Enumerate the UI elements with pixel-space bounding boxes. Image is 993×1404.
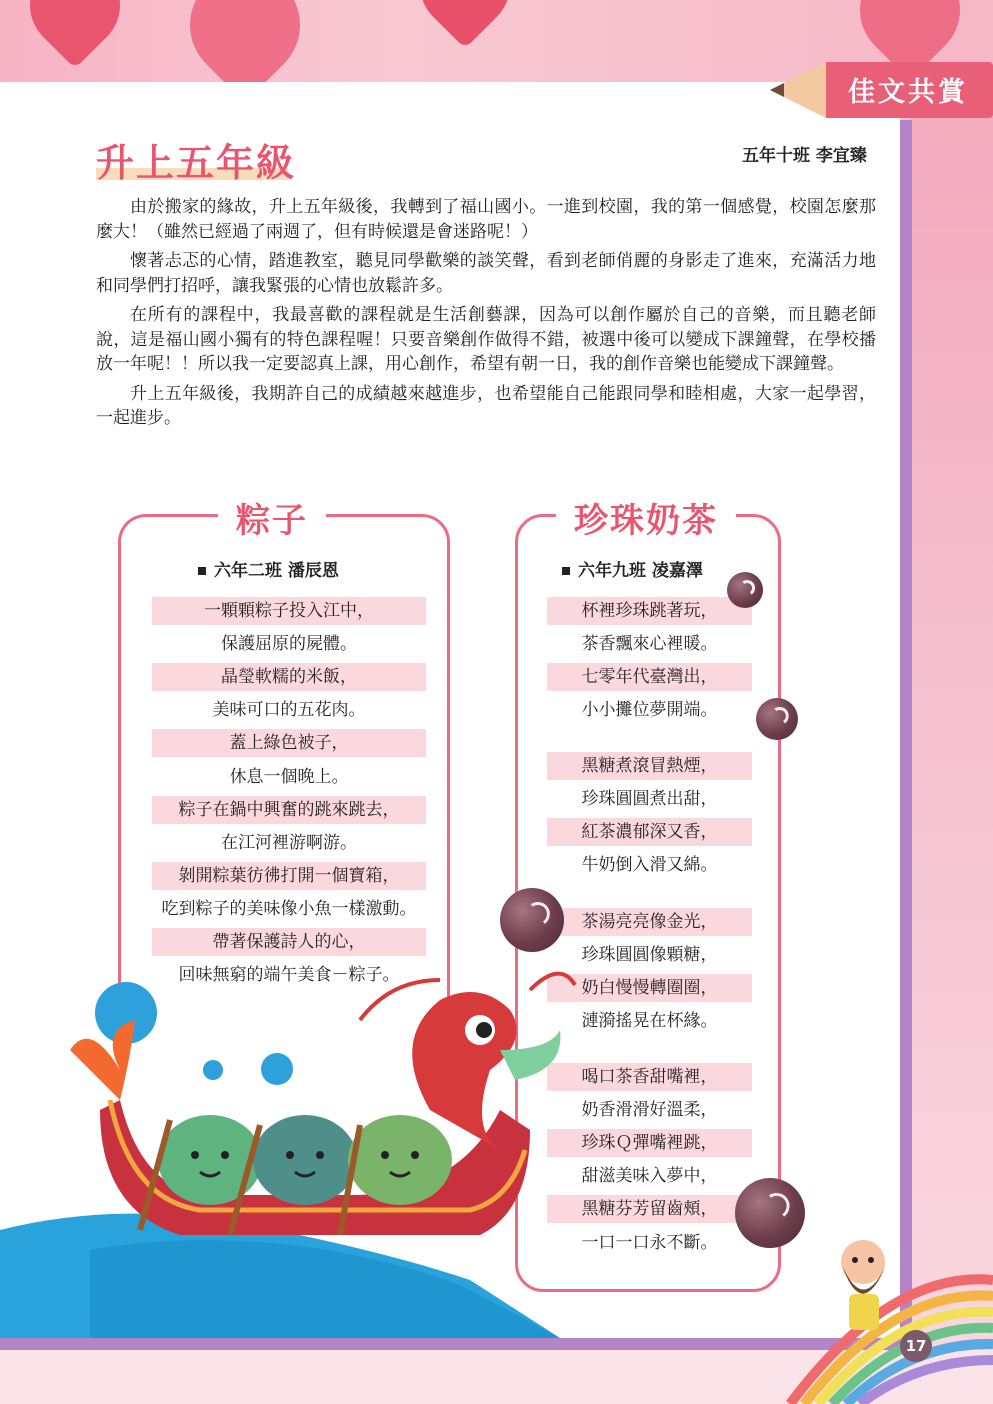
essay-paragraph: 懷著忐忑的心情，踏進教室，聽見同學歡樂的談笑聲，看到老師俏麗的身影走了進來，充滿活力地和同學們打招呼，讓我緊張的心情也放鬆許多。 (96, 251, 876, 296)
poem-line: 一口一口永不斷。 (581, 1232, 718, 1253)
poem-line: 回味無窮的端午美食－粽子。 (178, 965, 400, 986)
poem-author-text: 六年九班 凌嘉澤 (578, 561, 703, 581)
poem-title-bubble-tea: 珍珠奶茶 (556, 493, 736, 542)
poem-line: 喝口茶香甜嘴裡， (547, 1063, 752, 1091)
poem-line: 美味可口的五花肉。 (212, 700, 366, 721)
section-label-pencil (770, 62, 993, 118)
essay-author: 五年十班 李宜臻 (742, 146, 867, 166)
poem-line: 奶香滑滑好溫柔， (581, 1100, 718, 1121)
poem-line: 牛奶倒入滑又綿。 (581, 855, 718, 876)
poem-line: 杯裡珍珠跳著玩， (547, 597, 752, 625)
poem-line: 粽子在鍋中興奮的跳來跳去， (152, 796, 426, 824)
poem-line: 保護屈原的屍體。 (221, 634, 357, 655)
poem-line: 黑糖煮滾冒熱煙， (547, 752, 752, 780)
bearded-character-illustration (825, 1232, 905, 1342)
poem-line: 吃到粽子的美味像小魚一樣激動。 (161, 898, 417, 919)
heart-decor (401, 0, 528, 49)
essay-paragraph: 升上五年級後，我期許自己的成績越來越進步，也希望能自己能跟同學和睦相處，大家一起學習，一起進步。 (96, 383, 876, 428)
pencil-lead-icon (770, 83, 784, 97)
poem-author-bubble-tea (562, 556, 703, 581)
essay-paragraph: 由於搬家的緣故，升上五年級後，我轉到了福山國小。一進到校園，我的第一個感覺，校園怎麼那麼大！（雖然已經過了兩週了，但有時候還是會迷路呢！） (96, 197, 876, 242)
poem-line: 七零年代臺灣出， (547, 663, 752, 691)
poem-title-zongzi: 粽子 (218, 493, 326, 542)
poem-line: 剝開粽葉彷彿打開一個寶箱， (152, 862, 426, 890)
tapioca-pearl-icon (756, 698, 798, 740)
section-label: 佳文共賞 (848, 77, 968, 108)
poem-line: 小小攤位夢開端。 (581, 700, 718, 721)
bullet-square-icon (562, 567, 570, 575)
poem-line: 茶湯亮亮像金光， (547, 908, 752, 936)
bullet-square-icon (198, 567, 206, 575)
poem-line: 珍珠Ｑ彈嘴裡跳， (547, 1129, 752, 1157)
poem-author-zongzi (198, 556, 339, 581)
essay-paragraph: 在所有的課程中，我最喜歡的課程就是生活創藝課，因為可以創作屬於自己的音樂，而且聽老師說，這是福山國小獨有的特色課程喔！只要音樂創作做得不錯，被選中後可以變成下課鐘聲，在學校播放一年呢！！所以我一定要認真上課，用心創作，希望有朝一日，我的創作音樂也能變成下課鐘聲。 (96, 305, 876, 374)
poem-line: 紅茶濃郁深又香， (547, 818, 752, 846)
poem-line: 在江河裡游啊游。 (221, 832, 357, 853)
tapioca-pearl-icon (735, 1178, 805, 1248)
tapioca-pearl-icon (500, 888, 564, 952)
poem-line: 黑糖芬芳留齒頰， (547, 1195, 752, 1223)
right-margin-background (910, 80, 993, 1404)
poem-line: 休息一個晚上。 (229, 766, 349, 787)
poem-line: 一顆顆粽子投入江中， (152, 597, 426, 625)
essay-title: 升上五年級 (96, 140, 297, 185)
page-number: 17 (900, 1330, 932, 1362)
poem-line: 甜滋美味入夢中， (581, 1166, 718, 1187)
rice-dumpling-characters (158, 1115, 262, 1205)
poem-line: 漣漪搖晃在杯緣。 (581, 1011, 718, 1032)
poem-line: 珍珠圓圓煮出甜， (581, 789, 718, 810)
poem-line: 帶著保護詩人的心， (152, 928, 426, 956)
poem-author-text: 六年二班 潘辰恩 (214, 561, 339, 581)
poem-line: 奶白慢慢轉圈圈， (547, 974, 752, 1002)
poem-line: 晶瑩軟糯的米飯， (152, 663, 426, 691)
dragon-boat-illustration (60, 960, 580, 1280)
essay-body (96, 195, 876, 436)
heart-decor (11, 0, 138, 69)
tapioca-pearl-icon (727, 572, 763, 608)
poem-line: 茶香飄來心裡暖。 (581, 634, 718, 655)
poem-line: 珍珠圓圓像顆糖， (581, 945, 718, 966)
poem-line: 蓋上綠色被子， (152, 729, 426, 757)
purple-stripe-right (900, 120, 912, 1350)
